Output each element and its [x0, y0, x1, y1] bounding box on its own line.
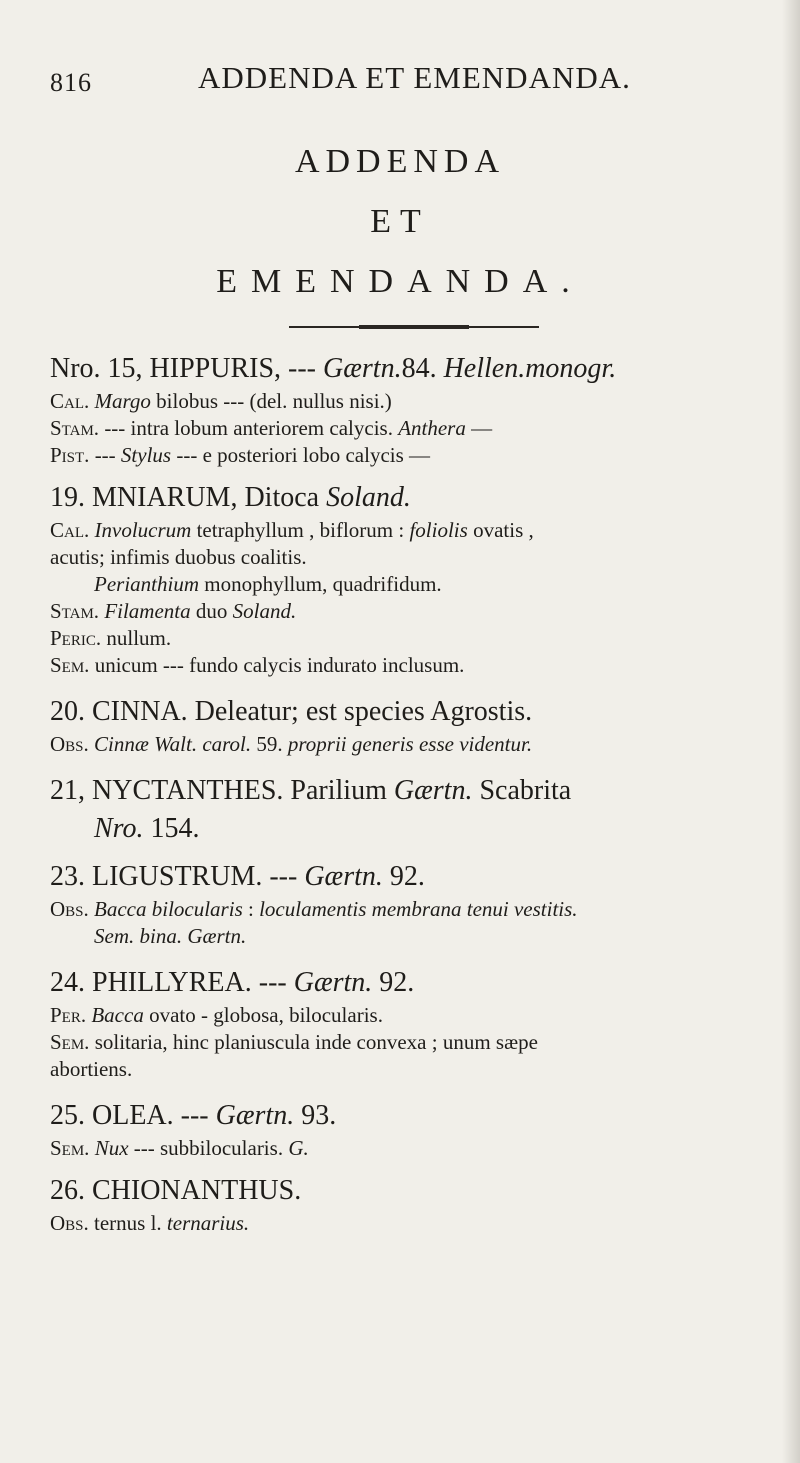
- section-label: Obs.: [50, 897, 89, 921]
- entry-20: [50, 693, 775, 758]
- term: Perianthium: [94, 572, 199, 596]
- line-text: --- e posteriori lobo calycis —: [171, 443, 431, 467]
- entry-24: [50, 964, 775, 1083]
- running-head: [50, 60, 770, 100]
- section-label: Pist.: [50, 443, 90, 467]
- entry-line: [50, 625, 775, 652]
- term: Involucrum: [94, 518, 192, 542]
- entry-heading: [50, 858, 775, 896]
- title-line-1: ADDENDA: [294, 143, 506, 180]
- line-text: ternus l.: [88, 1211, 167, 1235]
- section-label: Obs.: [50, 732, 89, 756]
- heading-text: 92.: [382, 861, 425, 892]
- section-label: Sem.: [50, 653, 90, 677]
- entry-line: abortiens.: [50, 1057, 133, 1081]
- entry-heading: [50, 1097, 775, 1135]
- entry-line: acutis; infimis duobus coalitis.: [50, 545, 307, 569]
- line-text: tetraphyllum , biflorum :: [191, 518, 410, 542]
- author-abbrev: Gærtn.: [323, 353, 402, 384]
- entry-15: [50, 350, 775, 469]
- entry-heading: 20. CINNA. Deleatur; est species Agrostis.: [50, 696, 533, 727]
- term: Anthera: [398, 416, 466, 440]
- term: Bacca bilocularis: [94, 897, 243, 921]
- author-abbrev: Gærtn.: [304, 861, 383, 892]
- term: Nux: [89, 1136, 129, 1160]
- ornamental-rule: [289, 326, 539, 328]
- term: Margo: [94, 389, 151, 413]
- entry-line: [50, 731, 775, 758]
- entry-21: [50, 772, 775, 848]
- author-abbrev: Gærtn.: [215, 1100, 295, 1131]
- heading-text: 154.: [143, 813, 200, 844]
- entry-line: [50, 896, 775, 923]
- line-text: :: [242, 897, 260, 921]
- author-abbrev: G.: [288, 1136, 309, 1160]
- term: foliolis: [409, 518, 468, 542]
- entry-line: [50, 442, 775, 469]
- line-text: bilobus --- (del. nullus nisi.): [150, 389, 392, 413]
- term: Filamenta: [104, 599, 191, 623]
- heading-text: 21, NYCTANTHES. Parilium: [50, 775, 394, 806]
- title-line-2: ET: [370, 203, 430, 240]
- heading-text: 25. OLEA. ---: [50, 1100, 216, 1131]
- note: loculamentis membrana tenui vestitis.: [259, 897, 578, 921]
- reference: Nro.: [94, 813, 144, 844]
- entry-line: [50, 1210, 775, 1237]
- entry-19: [50, 479, 775, 679]
- entry-line: [50, 1002, 775, 1029]
- note: proprii generis esse videntur.: [287, 732, 533, 756]
- term: Bacca: [91, 1003, 144, 1027]
- entry-heading: [50, 964, 775, 1002]
- line-text: --- intra lobum anteriorem calycis.: [99, 416, 399, 440]
- entry-25: [50, 1097, 775, 1162]
- entries: [50, 350, 775, 1237]
- line-text: duo: [190, 599, 233, 623]
- term: Stylus: [120, 443, 172, 467]
- entry-line: [50, 517, 775, 544]
- line-text: ovatis ,: [467, 518, 534, 542]
- author-abbrev: Gærtn.: [393, 775, 473, 806]
- entry-heading: 26. CHIONANTHUS.: [50, 1175, 302, 1206]
- heading-text: 92.: [372, 967, 415, 998]
- line-text: 59.: [251, 732, 288, 756]
- note: ternarius.: [166, 1211, 250, 1235]
- section-label: Peric.: [50, 626, 102, 650]
- section-label: Obs.: [50, 1211, 89, 1235]
- line-text: ---: [89, 443, 121, 467]
- section-label: Per.: [50, 1003, 87, 1027]
- line-text: —: [465, 416, 493, 440]
- entry-line: [50, 598, 775, 625]
- section-label: Sem.: [50, 1136, 90, 1160]
- entry-26: [50, 1172, 775, 1237]
- heading-text: Nro. 15, HIPPURIS, ---: [50, 353, 323, 384]
- entry-heading: [50, 350, 775, 388]
- entry-line: [50, 415, 775, 442]
- section-label: Stam.: [50, 599, 100, 623]
- author-abbrev: Gærtn.: [293, 967, 373, 998]
- line-text: nullum.: [101, 626, 172, 650]
- entry-line: [50, 923, 775, 950]
- heading-text: Scabrita: [472, 775, 572, 806]
- heading-text: 19. MNIARUM, Ditoca: [50, 482, 327, 513]
- author-abbrev: Soland.: [232, 599, 297, 623]
- line-text: --- subbilocularis.: [128, 1136, 289, 1160]
- entry-line: [50, 1029, 775, 1056]
- entry-heading-continued: [50, 810, 775, 848]
- entry-heading: [50, 772, 775, 810]
- main-title: [0, 132, 800, 312]
- entry-23: [50, 858, 775, 950]
- section-label: Cal.: [50, 518, 90, 542]
- line-text: solitaria, hinc planiuscula inde convexa ; unum sæpe: [89, 1030, 538, 1054]
- section-label: Cal.: [50, 389, 90, 413]
- entry-line: [50, 571, 775, 598]
- section-label: Sem.: [50, 1030, 90, 1054]
- entry-line: [50, 652, 775, 679]
- heading-text: 84.: [401, 353, 444, 384]
- entry-line: [50, 1135, 775, 1162]
- line-text: unicum --- fundo calycis indurato inclusum.: [89, 653, 465, 677]
- reference: Cinnæ Walt. carol.: [94, 732, 252, 756]
- line-text: monophyllum, quadrifidum.: [199, 572, 442, 596]
- entry-heading: [50, 479, 775, 517]
- reference: Hellen.monogr.: [443, 353, 617, 384]
- note: Sem. bina. Gærtn.: [94, 924, 247, 948]
- title-line-3: EMENDANDA.: [216, 263, 584, 300]
- section-label: Stam.: [50, 416, 100, 440]
- line-text: ovato - globosa, bilocularis.: [143, 1003, 383, 1027]
- entry-line: [50, 388, 775, 415]
- running-title: ADDENDA ET EMENDANDA.: [198, 60, 631, 95]
- author-abbrev: Soland.: [326, 482, 411, 513]
- heading-text: 93.: [294, 1100, 337, 1131]
- heading-text: 24. PHILLYREA. ---: [50, 967, 294, 998]
- heading-text: 23. LIGUSTRUM. ---: [50, 861, 305, 892]
- page-number: 816: [50, 68, 92, 97]
